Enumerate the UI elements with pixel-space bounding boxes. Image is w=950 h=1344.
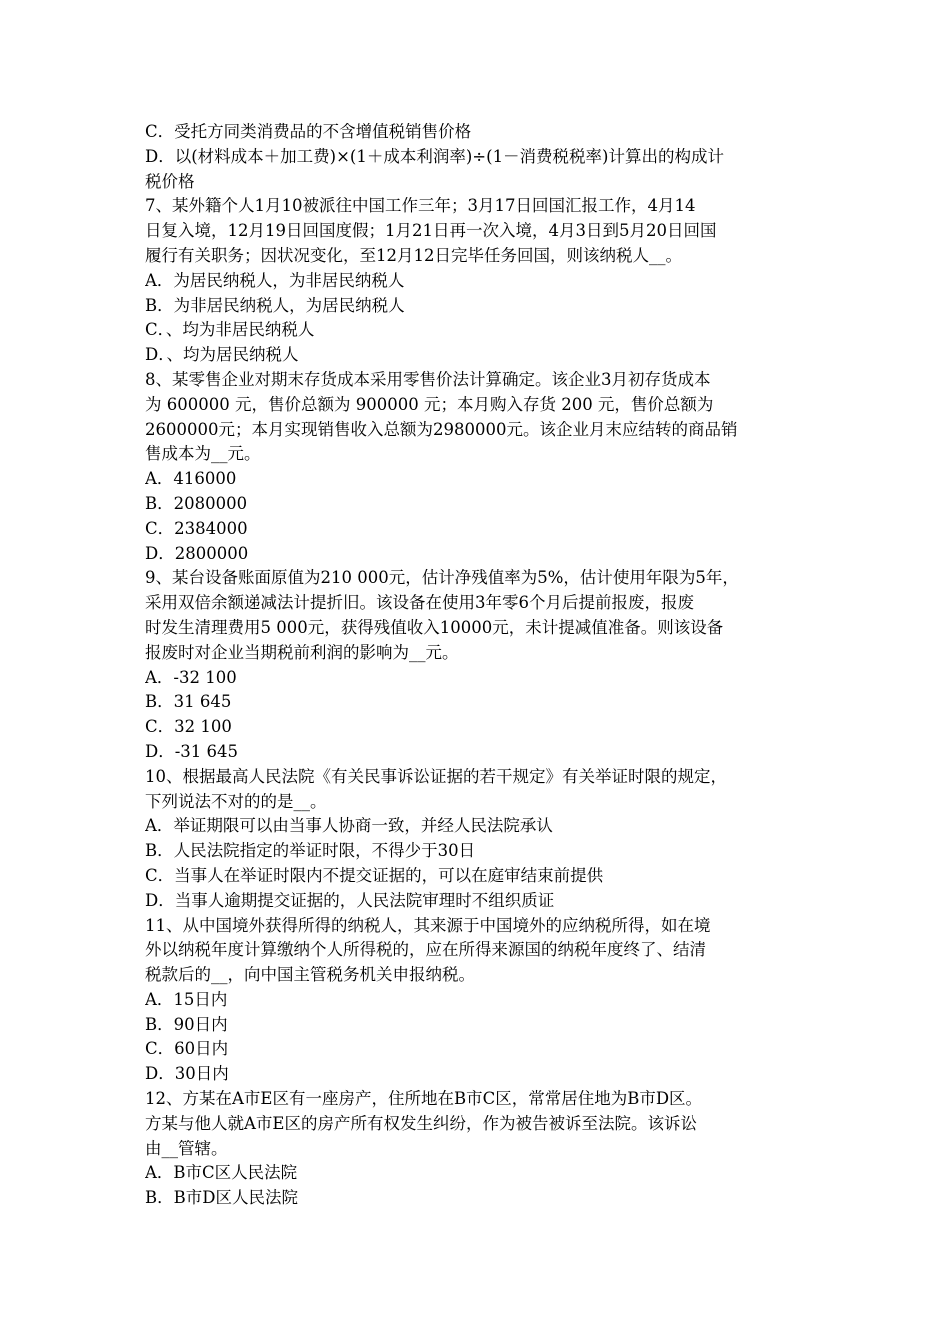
question-10-option-c: C．当事人在举证时限内不提交证据的，可以在庭审结束前提供 [145,865,604,885]
question-10-option-b: B．人民法院指定的举证时限，不得少于30日 [145,841,476,861]
question-8-text: 8、某零售企业对期末存货成本采用零售价法计算确定。该企业3月初存货成本 [145,369,711,389]
question-12-text: 方某与他人就A市E区的房产所有权发生纠纷，作为被告被诉至法院。该诉讼 [145,1113,697,1133]
question-7-option-d: D．、均为居民纳税人 [145,345,299,365]
question-8-option-a: A．416000 [145,469,237,489]
question-8-text: 2600000元；本月实现销售收入总额为2980000元。该企业月末应结转的商品销 [145,419,738,439]
question-9-text: 采用双倍余额递减法计提折旧。该设备在使用3年零6个月后提前报废，报废 [145,593,694,613]
question-7-text: 7、某外籍个人1月10被派往中国工作三年；3月17日回国汇报工作，4月14 [145,196,696,216]
question-9-text: 时发生清理费用5 000元，获得残值收入10000元，未计提减值准备。则该设备 [145,617,724,637]
question-12-text: 由__管辖。 [145,1138,228,1158]
question-7-text: 履行有关职务；因状况变化，至12月12日完毕任务回国，则该纳税人__。 [145,245,682,265]
question-9-text: 报废时对企业当期税前利润的影响为__元。 [145,642,459,662]
question-8-text: 为 600000 元，售价总额为 900000 元；本月购入存货 200 元，售价总额为 [145,394,714,414]
question-11-option-a: A．15日内 [145,989,228,1009]
option-d-text: D．以(材料成本＋加工费)×(1＋成本利润率)÷(1－消费税税率)计算出的构成计 [145,146,724,166]
question-11-text: 税款后的__，向中国主管税务机关申报纳税。 [145,965,475,985]
question-7-option-b: B．为非居民纳税人，为居民纳税人 [145,295,405,315]
question-11-option-c: C．60日内 [145,1039,229,1059]
question-7-text: 日复入境，12月19日回国度假；1月21日再一次入境，4月3日到5月20日回国 [145,221,717,241]
question-10-option-a: A．举证期限可以由当事人协商一致，并经人民法院承认 [145,816,553,836]
question-8-option-b: B．2080000 [145,493,248,513]
option-c-text: C．受托方同类消费品的不含增值税销售价格 [145,122,472,141]
question-8-option-d: D．2800000 [145,543,249,563]
question-9-option-c: C．32 100 [145,717,232,737]
question-9-option-d: D．-31 645 [145,741,239,761]
question-12-option-a: A．B市C区人民法院 [145,1163,298,1183]
question-8-text: 售成本为__元。 [145,444,261,464]
option-d-text-cont: 税价格 [145,171,195,191]
question-10-text: 10、根据最高人民法院《有关民事诉讼证据的若干规定》有关举证时限的规定， [145,766,727,786]
question-11-text: 外以纳税年度计算缴纳个人所得税的，应在所得来源国的纳税年度终了、结清 [145,940,706,960]
question-12-text: 12、方某在A市E区有一座房产，住所地在B市C区，常常居住地为B市D区。 [145,1089,703,1109]
document-page [145,120,817,1211]
question-12-option-b: B．B市D区人民法院 [145,1188,298,1208]
question-11-text: 11、从中国境外获得所得的纳税人，其来源于中国境外的应纳税所得，如在境 [145,915,711,935]
question-8-option-c: C．2384000 [145,518,248,538]
question-9-text: 9、某台设备账面原值为210 000元，估计净残值率为5%，估计使用年限为5年， [145,568,739,588]
question-9-option-a: A．-32 100 [145,667,237,687]
question-10-option-d: D．当事人逾期提交证据的，人民法院审理时不组织质证 [145,890,555,910]
question-9-option-b: B．31 645 [145,692,232,712]
question-7-option-c: C．、均为非居民纳税人 [145,320,315,340]
question-11-option-d: D．30日内 [145,1064,229,1084]
question-11-option-b: B．90日内 [145,1014,228,1034]
question-7-option-a: A．为居民纳税人，为非居民纳税人 [145,270,405,290]
question-10-text: 下列说法不对的的是__。 [145,791,327,811]
